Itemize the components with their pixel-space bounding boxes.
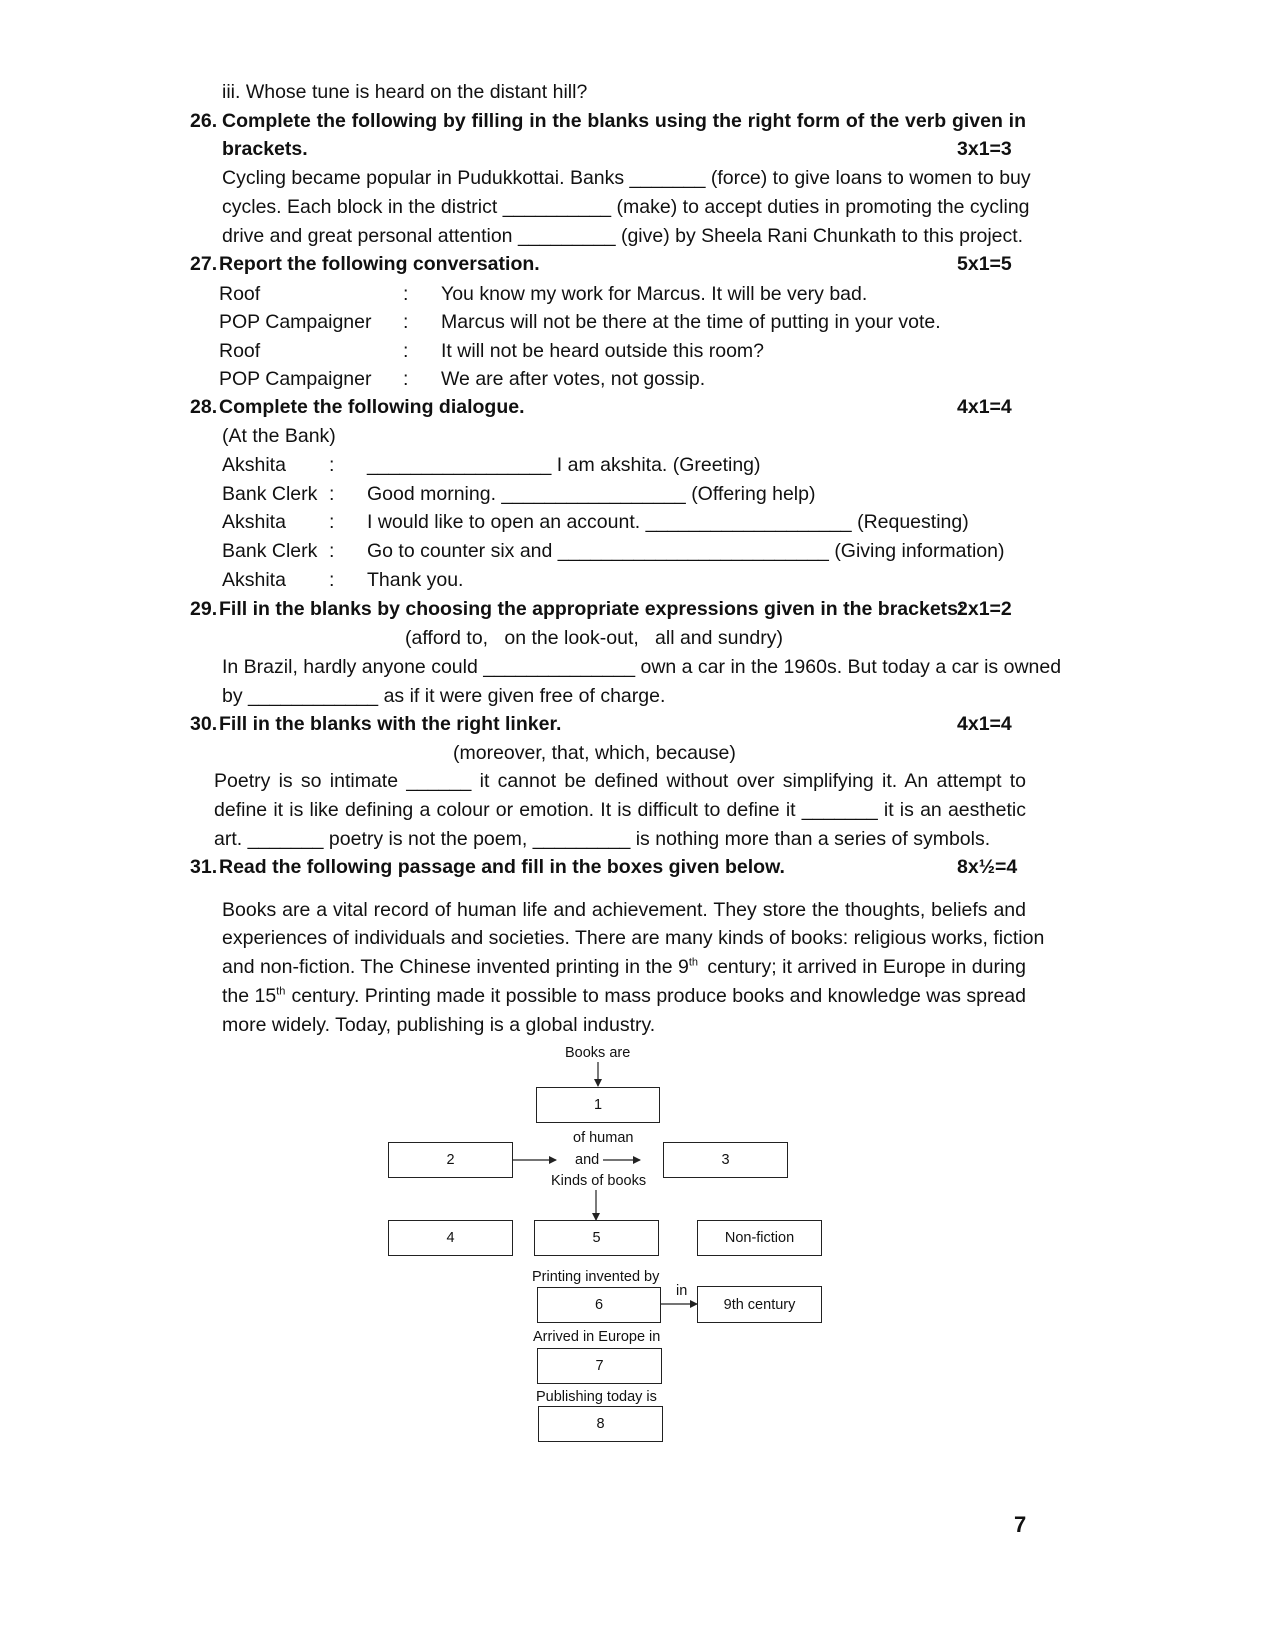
q30-text-line3: art. _______ poetry is not the poem, _________ is nothing more than a series of symbols. [214,828,991,850]
q31-passage-line3-b: century; it arrived in Europe in during [701,956,1026,978]
q31-passage-line4-a: the 15th [222,985,286,1007]
q27-speaker: Roof [219,283,261,305]
q27-colon: : [403,311,409,333]
q29-options: (afford to, on the look-out, all and sundry) [405,627,783,649]
q28-number: 28. [190,396,218,418]
box-8: 8 [538,1406,663,1442]
q27-instruction: Report the following conversation. [219,253,540,275]
q31-instruction: Read the following passage and fill in the boxes given below. [219,856,785,878]
q28-speaker: Bank Clerk [222,483,318,505]
q30-marks: 4x1=4 [957,713,1012,735]
q26-instruction-line2: brackets. [222,138,308,160]
box-4: 4 [388,1220,513,1256]
box-2: 2 [388,1142,513,1178]
q28-speaker: Akshita [222,569,286,591]
q29-text-line1: In Brazil, hardly anyone could ______________ own a car in the 1960s. But today a car is owned [222,656,1062,678]
q25-item-iii: iii. Whose tune is heard on the distant hill? [222,81,588,103]
q28-speaker: Bank Clerk [222,540,318,562]
q28-colon: : [329,511,335,533]
box-non-fiction: Non-fiction [697,1220,822,1256]
label-in: in [676,1283,688,1299]
q27-colon: : [403,340,409,362]
q28-line: Good morning. _________________ (Offering help) [367,483,816,505]
q28-instruction: Complete the following dialogue. [219,396,525,418]
q31-passage-line4-b: century. Printing made it possible to mass produce books and knowledge was spread [286,985,1026,1007]
box-6: 6 [537,1287,661,1323]
q26-text-line3: drive and great personal attention _________ (give) by Sheela Rani Chunkath to this project. [222,225,1024,247]
box-3: 3 [663,1142,788,1178]
q28-colon: : [329,483,335,505]
q28-line: I would like to open an account. ___________________ (Requesting) [367,511,969,533]
q30-text-line2: define it is like defining a colour or emotion. It is difficult to define it _______ it is an aesthetic [214,799,1026,821]
q29-marks: 2x1=2 [957,598,1012,620]
q30-number: 30. [190,713,218,735]
q26-number: 26. [190,110,218,132]
label-printing-invented-by: Printing invented by [532,1269,660,1285]
q26-marks: 3x1=3 [957,138,1012,160]
q28-colon: : [329,540,335,562]
q27-line: You know my work for Marcus. It will be very bad. [441,283,868,305]
q31-passage-line2: experiences of individuals and societies. There are many kinds of books: religious works, fiction [222,927,1045,949]
q27-speaker: POP Campaigner [219,368,372,390]
q31-passage-line1: Books are a vital record of human life and achievement. They store the thoughts, beliefs and [222,899,1026,921]
q27-line: We are after votes, not gossip. [441,368,706,390]
label-kinds-of-books: Kinds of books [551,1173,647,1189]
q29-number: 29. [190,598,218,620]
box-5: 5 [534,1220,659,1256]
q27-colon: : [403,283,409,305]
q28-setting: (At the Bank) [222,425,336,447]
q28-colon: : [329,569,335,591]
q30-instruction: Fill in the blanks with the right linker. [219,713,562,735]
q27-line: Marcus will not be there at the time of putting in your vote. [441,311,941,333]
q26-text-line2: cycles. Each block in the district __________ (make) to accept duties in promoting the cycling [222,196,1030,218]
label-books-are: Books are [565,1045,631,1061]
q28-line: _________________ I am akshita. (Greeting) [367,454,761,476]
q30-options: (moreover, that, which, because) [453,742,736,764]
q28-line: Thank you. [367,569,464,591]
q29-instruction: Fill in the blanks by choosing the appropriate expressions given in the brackets: [219,598,965,620]
q30-text-line1: Poetry is so intimate ______ it cannot be defined without over simplifying it. An attempt to [214,770,1026,792]
q29-text-line2: by ____________ as if it were given free of charge. [222,685,666,707]
q28-marks: 4x1=4 [957,396,1012,418]
label-of-human: of human [573,1130,634,1146]
q28-speaker: Akshita [222,511,286,533]
q28-line: Go to counter six and _________________________ (Giving information) [367,540,1005,562]
box-9th-century: 9th century [697,1286,822,1323]
page-number: 7 [1014,1512,1027,1537]
q31-marks: 8x½=4 [957,856,1018,878]
q27-speaker: Roof [219,340,261,362]
q27-speaker: POP Campaigner [219,311,372,333]
q31-number: 31. [190,856,218,878]
label-arrived-in-europe: Arrived in Europe in [533,1329,661,1345]
q27-line: It will not be heard outside this room? [441,340,765,362]
label-publishing-today: Publishing today is [536,1389,657,1405]
label-and: and [575,1152,600,1168]
q26-text-line1: Cycling became popular in Pudukkottai. Banks _______ (force) to give loans to women to buy [222,167,1031,189]
q31-passage-line3-a: and non-fiction. The Chinese invented printing in the 9th [222,956,699,978]
q31-passage-line5: more widely. Today, publishing is a global industry. [222,1014,656,1036]
q27-number: 27. [190,253,218,275]
box-1: 1 [536,1087,660,1123]
q27-colon: : [403,368,409,390]
q27-marks: 5x1=5 [957,253,1012,275]
q28-speaker: Akshita [222,454,286,476]
q26-instruction-line1: Complete the following by filling in the blanks using the right form of the verb given in [222,110,1026,132]
box-7: 7 [537,1348,662,1384]
q28-colon: : [329,454,335,476]
